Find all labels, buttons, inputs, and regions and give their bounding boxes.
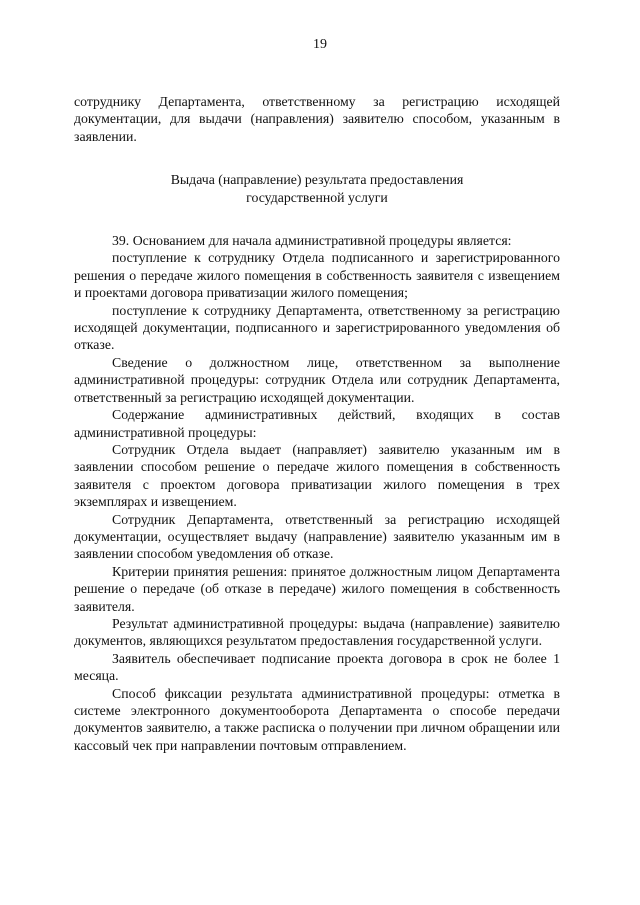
page-body [74, 93, 560, 754]
section-heading [74, 171, 560, 206]
paragraph-fixation-method: Способ фиксации результата административной процедуры: отметка в системе электронного документооборота Департамента о способе передачи документов заявителю, а также расписка о получении при личном обращении или кассовый чек при направлении почтовым отправлением. [74, 685, 560, 753]
continuation-paragraph: сотруднику Департамента, ответственному за регистрацию исходящей документации, для выдачи (направления) заявителю способом, указанным в заявлении. [74, 94, 560, 144]
paragraph-39-basis: 39. Основанием для начала административной процедуры является: [112, 233, 512, 249]
section-heading-line-1: Выдача (направление) результата предоставления [170, 172, 464, 188]
paragraph-signing-term: Заявитель обеспечивает подписание проекта договора в срок не более 1 месяца. [74, 650, 560, 684]
paragraph-decision-criteria: Критерии принятия решения: принятое должностным лицом Департамента решение о передаче (об отказе в передаче) жилого помещения в собственность заявителя. [74, 563, 560, 614]
paragraph-procedure-result: Результат административной процедуры: выдача (направление) заявителю документов, являющихся результатом предоставления государственной услуги. [74, 615, 560, 649]
paragraph-refusal-issue: Сотрудник Департамента, ответственный за регистрацию исходящей документации, осуществляет выдачу (направление) заявителю указанным им в заявлении способом уведомления об отказе. [74, 511, 560, 562]
section-heading-line-2: государственной услуги [246, 189, 388, 205]
paragraph-responsible-official: Сведение о должностном лице, ответственном за выполнение административной процедуры: сотрудник Отдела или сотрудник Департамента, ответственный за регистрацию исходящей документации. [74, 354, 560, 405]
paragraph-basis-item-1: поступление к сотруднику Отдела подписанного и зарегистрированного решения о передаче жилого помещения в собственность заявителя с извещением и проектами договора приватизации жилого помещения; [74, 250, 560, 301]
paragraph-department-issue: Сотрудник Отдела выдает (направляет) заявителю указанным им в заявлении способом решение о передаче жилого помещения в собственность заявителя с проектом договора приватизации жилого помещения в трех экземплярах и извещением. [74, 441, 560, 510]
page-number: 19 [313, 37, 327, 52]
paragraph-basis-item-2: поступление к сотруднику Департамента, ответственному за регистрацию исходящей документации, подписанного и зарегистрированного уведомления об отказе. [74, 302, 560, 353]
paragraph-actions-content: Содержание административных действий, входящих в состав административной процедуры: [74, 407, 560, 440]
